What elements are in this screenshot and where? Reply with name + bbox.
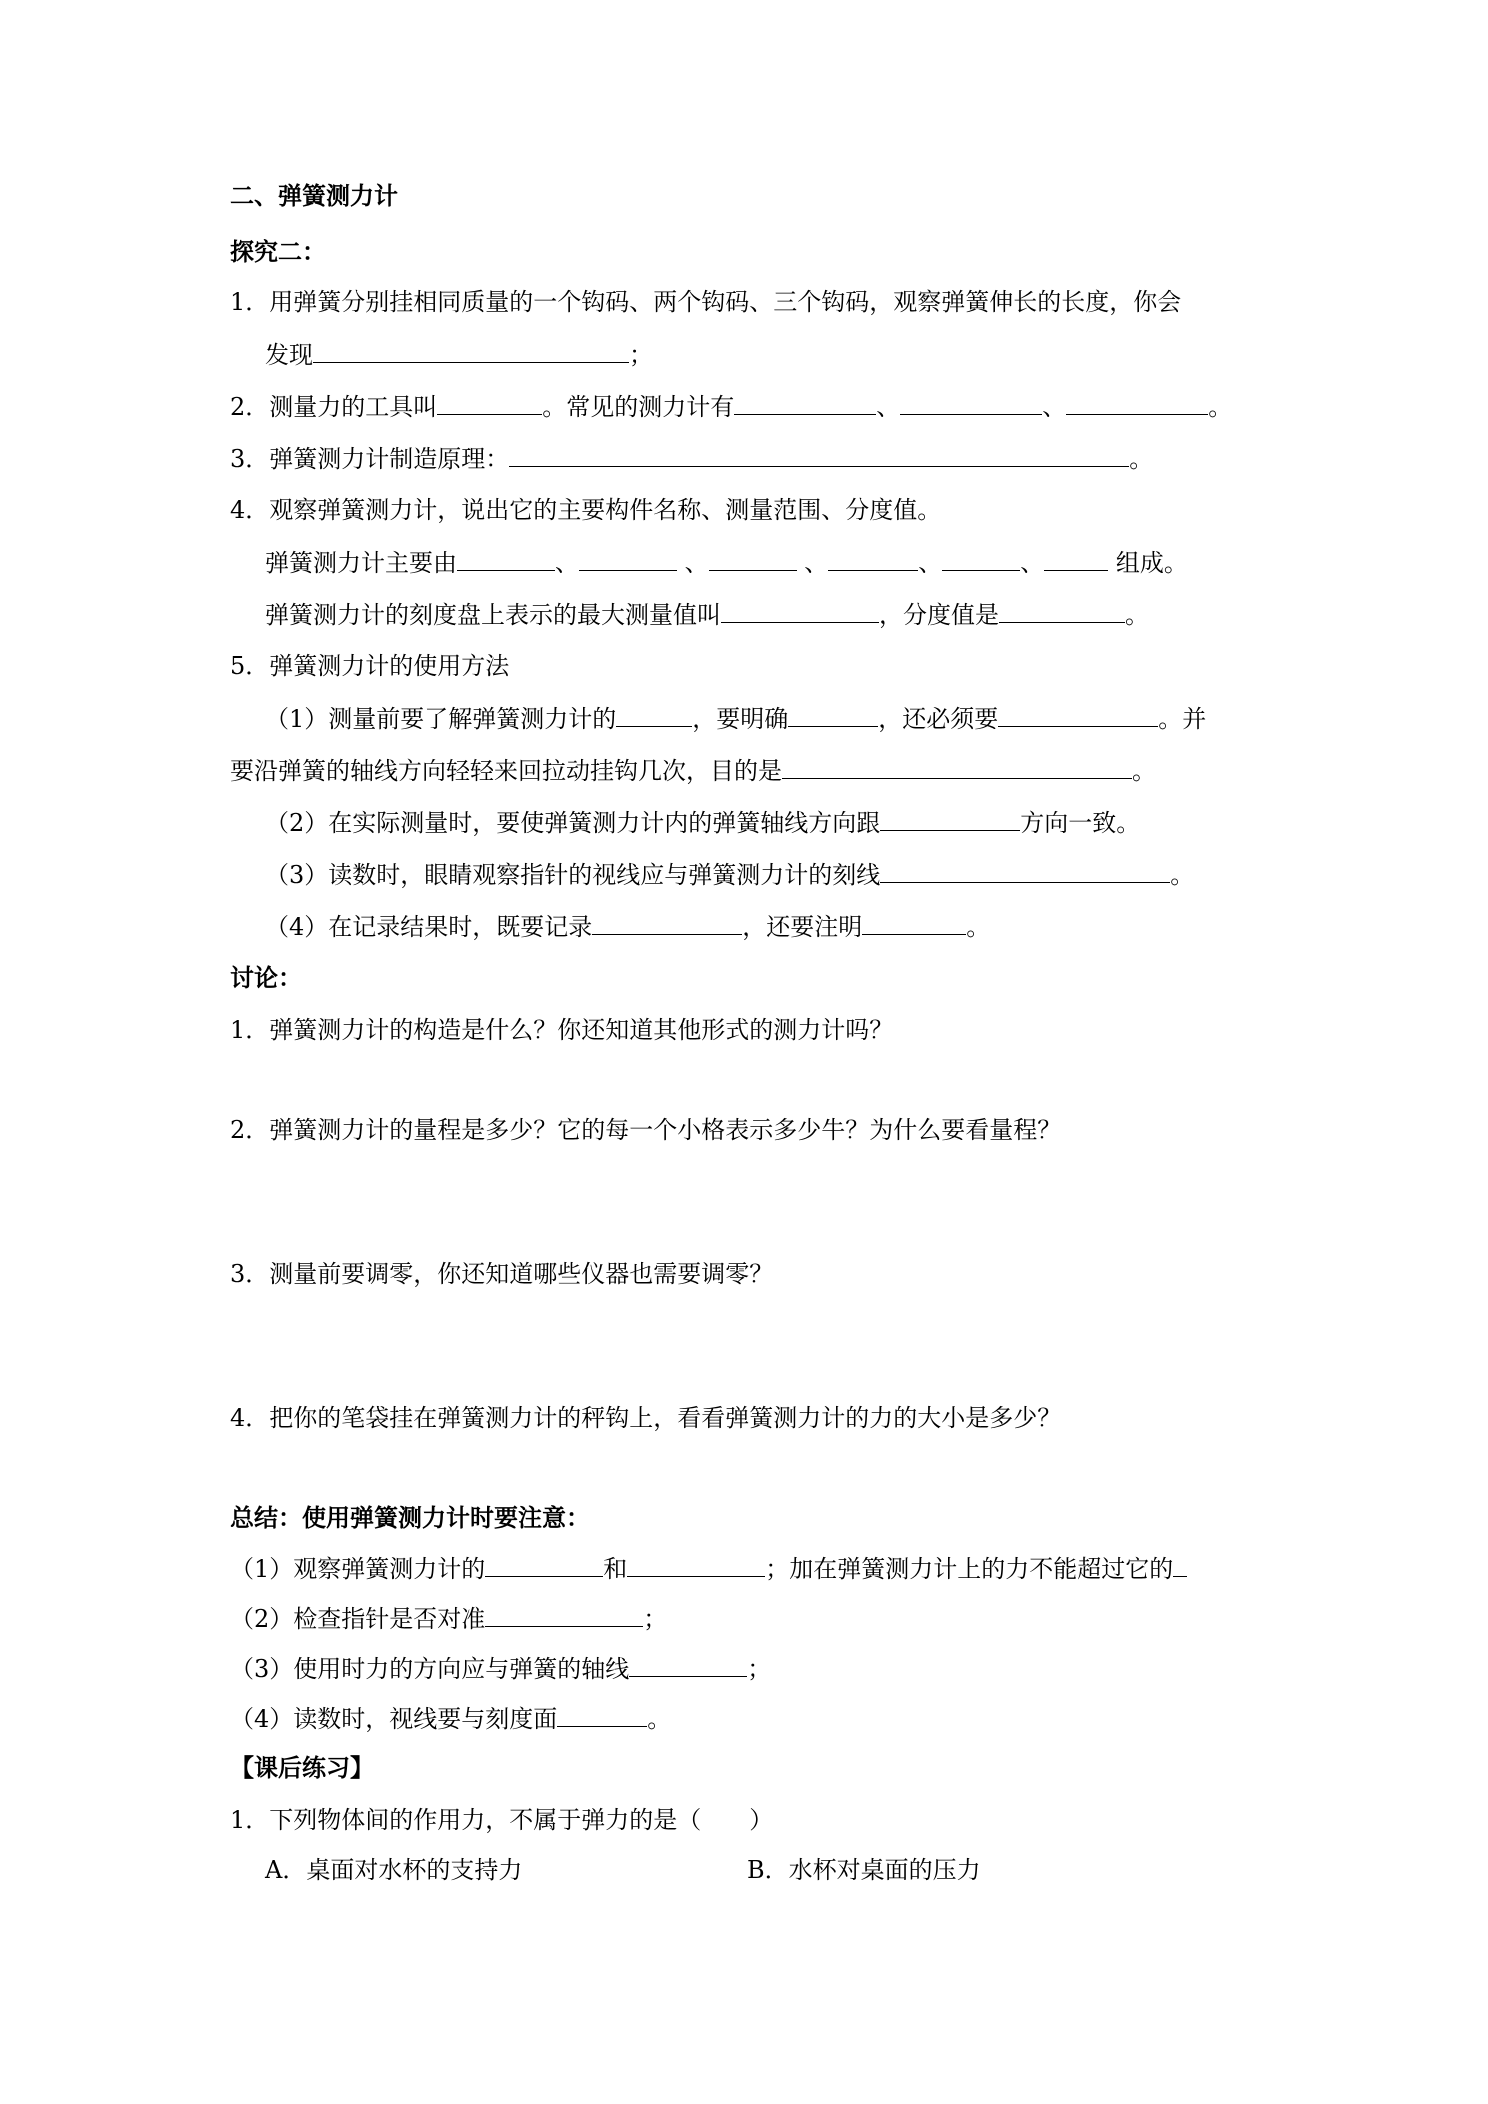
separator: 、	[555, 549, 579, 577]
blank-part-3[interactable]	[709, 546, 797, 571]
blank-part-2[interactable]	[579, 546, 677, 571]
summary-2	[230, 1602, 1278, 1635]
option-a[interactable]: A．桌面对水杯的支持力	[265, 1856, 523, 1884]
summary-2-text: （2）检查指针是否对准	[230, 1605, 486, 1633]
blank-sum-2[interactable]	[485, 1602, 643, 1627]
item-1-end: ；	[629, 341, 653, 369]
period: 。	[1170, 861, 1195, 889]
blank-meter-1[interactable]	[734, 390, 876, 415]
item-4-parts	[265, 546, 1278, 579]
summary-3	[230, 1652, 1278, 1685]
blank-part-5[interactable]	[942, 546, 1020, 571]
period: 。	[1125, 601, 1149, 629]
item-4-parts-text: 弹簧测力计主要由	[265, 549, 457, 577]
discussion-heading: 讨论：	[230, 963, 302, 992]
blank-sum-3[interactable]	[629, 1652, 747, 1677]
summary-4-end: 。	[647, 1705, 672, 1733]
summary-4	[230, 1702, 1278, 1735]
discussion-item: 3．测量前要调零，你还知道哪些仪器也需要调零？	[230, 1260, 774, 1288]
period: 。	[1129, 445, 1154, 473]
step-1-b-text: 要沿弹簧的轴线方向轻轻来回拉动挂钩几次，目的是	[230, 757, 782, 785]
item-4-range-text: 弹簧测力计的刻度盘上表示的最大测量值叫	[265, 601, 721, 629]
discussion-item: 2．弹簧测力计的量程是多少？它的每一个小格表示多少牛？为什么要看量程？	[230, 1116, 1062, 1144]
separator: 、	[918, 549, 943, 577]
exercise-options	[265, 1854, 1278, 1886]
item-3	[230, 442, 1278, 475]
summary-4-text: （4）读数时，视线要与刻度面	[230, 1705, 558, 1733]
item-1-line-a	[230, 286, 1278, 318]
item-1-found-label: 发现	[265, 341, 313, 369]
summary-3-text: （3）使用时力的方向应与弹簧的轴线	[230, 1655, 630, 1683]
exercise-question: 1．下列物体间的作用力，不属于弹力的是（ ）	[230, 1806, 774, 1834]
blank-line[interactable]	[880, 858, 1170, 883]
blank-sum-1a[interactable]	[485, 1552, 603, 1577]
item-2	[230, 390, 1278, 423]
step-4-text: （4）在记录结果时，既要记录	[265, 913, 593, 941]
blank-step-1b[interactable]	[788, 702, 878, 727]
summary-1-mid: 和	[603, 1555, 628, 1583]
item-4-range	[265, 598, 1278, 631]
discussion-item: 1．弹簧测力计的构造是什么？你还知道其他形式的测力计吗？	[230, 1016, 894, 1044]
item-4	[230, 494, 1278, 526]
step-1-mid2: ，还必须要	[878, 705, 999, 733]
step-4	[265, 910, 1278, 943]
step-3-text: （3）读数时，眼睛观察指针的视线应与弹簧测力计的刻线	[265, 861, 881, 889]
option-b[interactable]: B．水杯对桌面的压力	[747, 1856, 981, 1884]
discussion-item: 4．把你的笔袋挂在弹簧测力计的秤钩上，看看弹簧测力计的力的大小是多少？	[230, 1404, 1062, 1432]
blank-division[interactable]	[999, 598, 1125, 623]
summary-heading: 总结：使用弹簧测力计时要注意：	[230, 1503, 590, 1532]
summary-3-end: ；	[747, 1655, 772, 1683]
period: 。	[966, 913, 991, 941]
step-1-line-b	[230, 754, 1278, 787]
step-2-end: 方向一致。	[1020, 809, 1141, 837]
blank-sum-1c[interactable]	[1173, 1552, 1187, 1577]
step-1	[265, 702, 1278, 735]
blank-found[interactable]	[313, 338, 629, 363]
item-5	[230, 650, 1278, 682]
summary-1-end: ；加在弹簧测力计上的力不能超过它的	[765, 1555, 1174, 1583]
blank-meter-3[interactable]	[1066, 390, 1208, 415]
summary-2-end: ；	[643, 1605, 668, 1633]
summary-1-text: （1）观察弹簧测力计的	[230, 1555, 486, 1583]
step-3	[265, 858, 1278, 891]
item-4-text: 4．观察弹簧测力计，说出它的主要构件名称、测量范围、分度值。	[230, 496, 942, 524]
separator: 、	[876, 393, 901, 421]
blank-unit[interactable]	[862, 910, 966, 935]
blank-range[interactable]	[721, 598, 879, 623]
blank-part-4[interactable]	[828, 546, 918, 571]
blank-meter-2[interactable]	[900, 390, 1042, 415]
period: 。	[1208, 393, 1233, 421]
item-4-parts-end: 组成。	[1115, 549, 1188, 577]
step-1-text: （1）测量前要了解弹簧测力计的	[265, 705, 617, 733]
item-2-text: 2．测量力的工具叫	[230, 393, 438, 421]
explore-heading: 探究二：	[230, 237, 326, 266]
blank-principle[interactable]	[509, 442, 1129, 467]
item-4-range-mid: ，分度值是	[879, 601, 999, 629]
item-2-mid: 。常见的测力计有	[542, 393, 735, 421]
blank-tool-name[interactable]	[437, 390, 542, 415]
blank-purpose[interactable]	[782, 754, 1132, 779]
separator: 、	[1042, 393, 1067, 421]
summary-1	[230, 1552, 1278, 1585]
step-2-text: （2）在实际测量时，要使弹簧测力计内的弹簧轴线方向跟	[265, 809, 881, 837]
separator: 、	[684, 549, 709, 577]
blank-step-1a[interactable]	[616, 702, 692, 727]
step-1-end: 。并	[1158, 705, 1207, 733]
step-2	[265, 806, 1278, 839]
item-3-text: 3．弹簧测力计制造原理：	[230, 445, 510, 473]
separator: 、	[1020, 549, 1045, 577]
blank-sum-1b[interactable]	[627, 1552, 765, 1577]
step-4-mid: ，还要注明	[742, 913, 863, 941]
blank-part-6[interactable]	[1044, 546, 1108, 571]
blank-record[interactable]	[592, 910, 742, 935]
section-title: 二、弹簧测力计	[230, 181, 398, 210]
step-1-mid1: ，要明确	[692, 705, 789, 733]
blank-sum-4[interactable]	[557, 1702, 647, 1727]
blank-part-1[interactable]	[457, 546, 555, 571]
blank-direction[interactable]	[880, 806, 1020, 831]
item-1-text: 1．用弹簧分别挂相同质量的一个钩码、两个钩码、三个钩码，观察弹簧伸长的长度，你会	[230, 288, 1182, 316]
separator: 、	[804, 549, 829, 577]
blank-step-1c[interactable]	[998, 702, 1158, 727]
exercise-heading: 【课后练习】	[230, 1753, 374, 1782]
period: 。	[1132, 757, 1156, 785]
item-1-line-b	[265, 338, 1278, 371]
item-5-text: 5．弹簧测力计的使用方法	[230, 652, 510, 680]
